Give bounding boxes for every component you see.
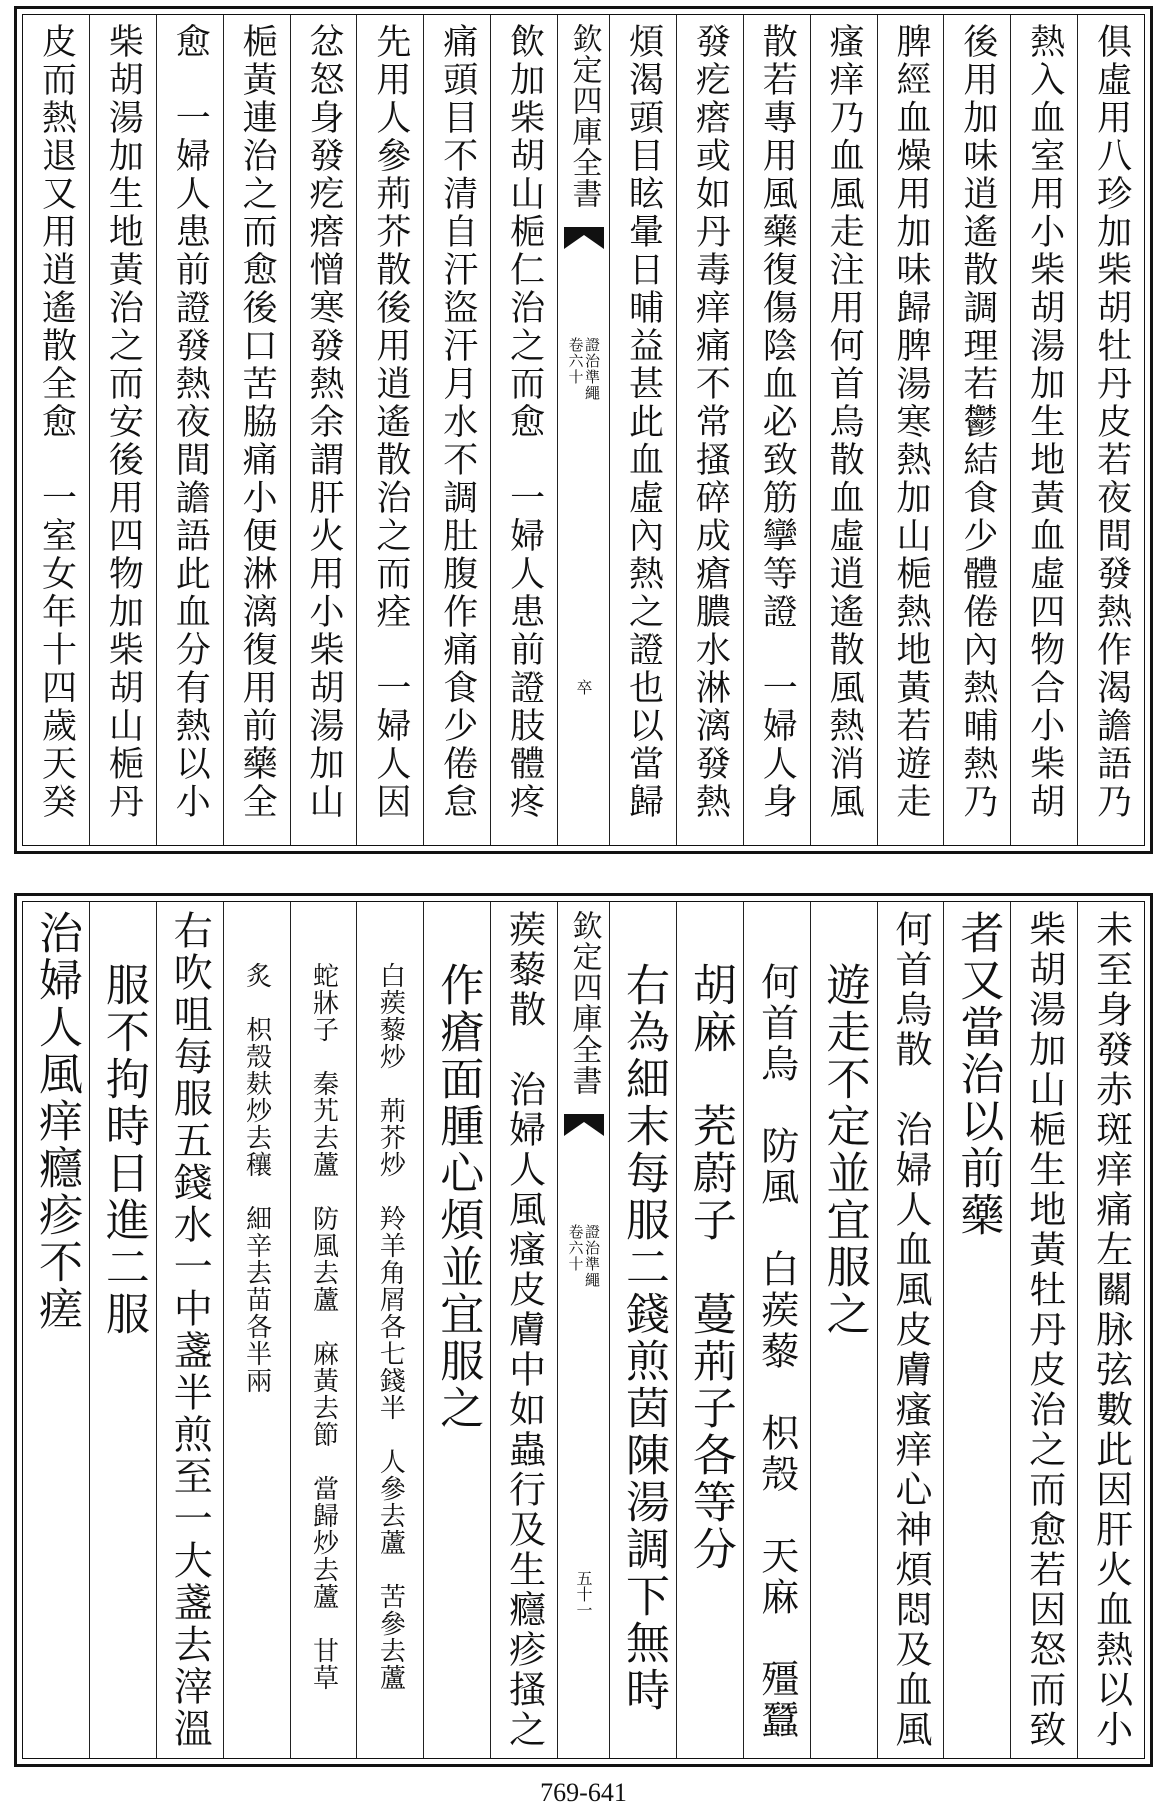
text-column <box>423 902 490 1758</box>
text-column <box>89 15 156 845</box>
text-column <box>223 15 290 845</box>
column-text: 者又當治以前藥 <box>952 910 1004 1239</box>
column-text: 未至身發赤斑痒痛左關脉弦數此因肝火血熱以小 <box>1089 910 1133 1750</box>
text-column <box>1010 15 1077 845</box>
text-column <box>810 902 877 1758</box>
text-column <box>89 902 156 1758</box>
text-column <box>943 15 1010 845</box>
text-column <box>1077 902 1144 1758</box>
banner-page-number: 五十一 <box>574 1570 593 1618</box>
fish-tail-icon <box>564 227 604 249</box>
banner-volume-number: 卷六十 <box>566 337 585 385</box>
column-text: 何首烏 防風 白蒺藜 枳殼 天麻 殭蠶 <box>754 962 799 1741</box>
banner-volume <box>567 1224 600 1288</box>
text-column <box>810 15 877 845</box>
column-text: 煩渴頭目眩暈日晡益甚此血虛內熱之證也以當歸 <box>623 23 664 821</box>
text-column <box>23 902 89 1758</box>
column-text: 服不拘時日進二服 <box>97 962 149 1338</box>
column-text: 皮而熱退又用逍遙散全愈 一室女年十四歲天癸 <box>36 23 77 821</box>
column-text: 右為細末每服二錢煎茵陳湯調下無時 <box>617 962 669 1714</box>
banner-book-name: 證治準繩 <box>583 1224 601 1288</box>
bottom-page-frame <box>22 901 1145 1759</box>
text-column <box>609 15 676 845</box>
text-column <box>943 902 1010 1758</box>
text-column <box>490 15 557 845</box>
center-banner <box>557 902 609 1758</box>
bottom-page <box>14 893 1153 1767</box>
text-column <box>290 902 357 1758</box>
column-text: 愈 一婦人患前證發熱夜間譫語此血分有熱以小 <box>170 23 211 821</box>
bottom-page-columns <box>23 902 1144 1758</box>
column-text: 忿怒身發疙瘩憎寒發熱余謂肝火用小柴胡湯加山 <box>303 23 344 821</box>
column-text: 治婦人風痒癮疹不瘥 <box>30 910 82 1333</box>
column-text: 遊走不定並宜服之 <box>818 962 870 1338</box>
text-column <box>1077 15 1144 845</box>
text-column <box>156 902 223 1758</box>
column-text: 脾經血燥用加味歸脾湯寒熱加山梔熱地黃若遊走 <box>890 23 931 821</box>
column-text: 作瘡面腫心煩並宜服之 <box>432 962 484 1432</box>
text-column <box>223 902 290 1758</box>
column-text: 右吹咀每服五錢水一中盞半煎至一大盞去滓溫 <box>167 910 213 1750</box>
text-column <box>423 15 490 845</box>
column-text: 飲加柴胡山梔仁治之而愈 一婦人患前證肢體疼 <box>504 23 545 821</box>
text-column <box>490 902 557 1758</box>
column-text: 散若專用風藥復傷陰血必致筋攣等證 一婦人身 <box>757 23 798 821</box>
text-column <box>156 15 223 845</box>
text-column <box>676 902 743 1758</box>
banner-title: 欽定四庫全書 <box>566 23 602 209</box>
column-text: 熱入血室用小柴胡湯加生地黃血虛四物合小柴胡 <box>1024 23 1065 821</box>
column-text: 炙 枳殼麸炒去穰 細辛去苗各半兩 <box>241 962 272 1394</box>
column-text: 何首烏散 治婦人血風皮膚瘙痒心神煩悶及血風 <box>888 910 932 1750</box>
column-text: 俱虛用八珍加柴胡牡丹皮若夜間發熱作渴譫語乃 <box>1091 23 1132 821</box>
column-text: 柴胡湯加山梔生地黃牡丹皮治之而愈若因怒而致 <box>1022 910 1066 1750</box>
center-banner <box>557 15 609 845</box>
text-column <box>743 15 810 845</box>
fish-tail-icon <box>564 1114 604 1136</box>
text-column <box>609 902 676 1758</box>
banner-volume-number: 卷六十 <box>566 1224 585 1272</box>
column-text: 發疙瘩或如丹毒痒痛不常搔碎成瘡膿水淋漓發熱 <box>690 23 731 821</box>
column-text: 胡麻 茺蔚子 蔓荊子各等分 <box>684 962 736 1573</box>
column-text: 痛頭目不清自汗盜汗月水不調肚腹作痛食少倦怠 <box>437 23 478 821</box>
text-column <box>877 15 944 845</box>
column-text: 瘙痒乃血風走注用何首烏散血虛逍遙散風熱消風 <box>824 23 865 821</box>
top-page <box>14 6 1153 854</box>
text-column <box>877 902 944 1758</box>
text-column <box>356 902 423 1758</box>
column-text: 後用加味逍遙散調理若鬱結食少體倦內熱晡熱乃 <box>957 23 998 821</box>
column-text: 蒺藜散 治婦人風瘙皮膚中如蟲行及生癮疹搔之 <box>502 910 546 1750</box>
banner-volume <box>567 337 600 401</box>
text-column <box>676 15 743 845</box>
reference-number: 769-641 <box>540 1778 627 1807</box>
column-text: 梔黃連治之而愈後口苦脇痛小便淋漓復用前藥全 <box>237 23 278 821</box>
banner-page-number: 卒 <box>574 679 593 695</box>
top-page-frame <box>22 14 1145 846</box>
column-text: 蛇牀子 秦艽去蘆 防風去蘆 麻黃去節 當歸炒去蘆 甘草 <box>308 962 339 1691</box>
column-text: 先用人參荊芥散後用逍遙散治之而痊 一婦人因 <box>370 23 411 821</box>
column-text: 白蒺藜炒 荊芥炒 羚羊角屑各七錢半 人參去蘆 苦參去蘆 <box>375 962 406 1691</box>
banner-title: 欽定四庫全書 <box>566 910 602 1096</box>
text-column <box>743 902 810 1758</box>
column-text: 柴胡湯加生地黃治之而安後用四物加柴胡山梔丹 <box>103 23 144 821</box>
text-column <box>356 15 423 845</box>
text-column <box>290 15 357 845</box>
banner-book-name: 證治準繩 <box>583 337 601 401</box>
top-page-columns <box>23 15 1144 845</box>
text-column <box>1010 902 1077 1758</box>
text-column <box>23 15 89 845</box>
